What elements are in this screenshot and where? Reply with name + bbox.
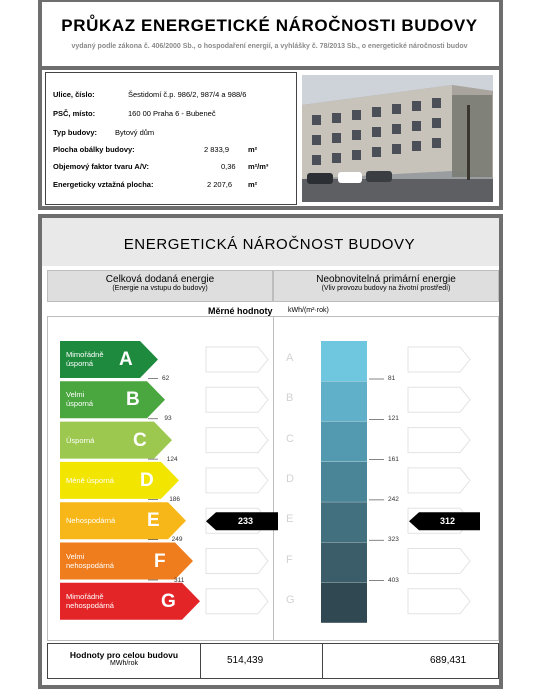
totals-row — [47, 643, 499, 679]
primary-scale-segment-g — [321, 583, 367, 623]
ghost-letter: C — [286, 432, 294, 445]
info-factor: Objemový faktor tvaru A/V: 0,36 m²/m³ — [53, 162, 269, 171]
right-threshold: 121 — [388, 415, 399, 423]
left-indicator-value: 233 — [238, 516, 254, 527]
totals-left-value: 514,439 — [227, 655, 264, 666]
info-psc: PSČ, místo: 160 00 Praha 6 - Bubeneč — [53, 109, 216, 118]
left-threshold: 62 — [162, 375, 170, 382]
ghost-arrow — [206, 549, 268, 574]
ghost-arrow — [206, 387, 268, 412]
ghost-arrow — [206, 347, 268, 372]
totals-left-cell — [201, 644, 323, 678]
class-label-f — [66, 552, 114, 570]
ghost-arrow — [408, 549, 470, 574]
certificate-subtitle: vydaný podle zákona č. 406/2000 Sb., o hospodaření energií, a vyhlášky č. 78/2013 Sb., o energetické náročnosti budov — [71, 43, 468, 50]
ghost-arrow — [206, 589, 268, 614]
class-label-line: Mimořádně — [66, 591, 104, 601]
class-letter-c: C — [133, 429, 147, 451]
section-title: ENERGETICKÁ NÁROČNOST BUDOVY — [123, 236, 416, 253]
totals-unit: MWh/rok — [110, 660, 138, 667]
right-threshold: 81 — [388, 375, 396, 382]
class-label-line: Velmi — [66, 551, 85, 561]
ghost-letter: G — [286, 593, 295, 606]
left-column-header: Celková dodaná energie (Energie na vstupu do budovy) — [47, 270, 273, 302]
right-threshold: 161 — [388, 455, 399, 463]
class-label-line: nehospodárná — [66, 600, 114, 610]
ghost-letter: F — [286, 553, 293, 566]
left-threshold: 249 — [171, 536, 183, 544]
ghost-arrow — [206, 468, 268, 493]
class-label-line: Velmi — [66, 390, 85, 400]
totals-label: Hodnoty pro celou budovu — [69, 650, 179, 660]
ghost-arrow — [408, 589, 470, 614]
info-type: Typ budovy: Bytový dům — [53, 128, 155, 137]
ghost-letter: B — [286, 392, 294, 405]
left-threshold: 186 — [169, 495, 181, 503]
left-threshold: 311 — [174, 576, 185, 584]
right-indicator-value: 312 — [440, 516, 456, 527]
class-letter-g: G — [161, 590, 176, 612]
totals-right-cell — [323, 644, 497, 678]
ghost-arrow — [408, 428, 470, 453]
left-threshold: 93 — [164, 415, 172, 423]
ghost-letter: E — [286, 513, 294, 526]
class-label-line: úsporná — [66, 359, 94, 368]
primary-scale-segment-b — [321, 381, 367, 421]
class-label-line: Méně úsporná — [66, 475, 114, 485]
class-letter-e: E — [147, 510, 160, 532]
ghost-letter: D — [286, 472, 294, 485]
class-letter-b: B — [126, 389, 140, 411]
right-threshold: 242 — [388, 495, 399, 503]
class-letter-a: A — [119, 349, 133, 370]
measure-label: Měrné hodnoty — [208, 306, 273, 316]
class-letter-d: D — [140, 469, 154, 491]
left-threshold: 124 — [166, 455, 178, 463]
right-threshold: 323 — [388, 536, 399, 544]
right-threshold: 403 — [388, 576, 399, 584]
primary-scale-segment-f — [321, 543, 367, 583]
info-reference-area: Energeticky vztažná plocha: 2 207,6 m² — [53, 180, 258, 189]
class-label-d — [66, 476, 114, 485]
ghost-arrow — [408, 468, 470, 493]
right-column-header: Neobnovitelná primární energie (Vliv provozu budovy na životní prostředí) — [273, 270, 499, 302]
ghost-arrow — [206, 428, 268, 453]
certificate-title: PRŮKAZ ENERGETICKÉ NÁROČNOSTI BUDOVY — [61, 16, 478, 35]
class-label-line: Nehospodárná — [66, 516, 116, 526]
class-label-c — [66, 436, 94, 445]
class-label-a — [66, 350, 104, 368]
class-label-line: nehospodárná — [66, 560, 114, 570]
totals-right-value: 689,431 — [430, 655, 467, 666]
primary-scale-segment-d — [321, 462, 367, 502]
primary-scale-segment-c — [321, 422, 367, 462]
class-label-e — [66, 516, 115, 525]
class-label-line: Úsporná — [66, 435, 95, 445]
ghost-arrow — [408, 387, 470, 412]
info-area: Plocha obálky budovy: 2 833,9 m² — [53, 145, 258, 154]
ghost-letter: A — [286, 352, 294, 364]
class-label-line: úsporná — [66, 399, 94, 409]
info-street: Ulice, číslo: Šestidomí č.p. 986/2, 987/4 a 988/6 — [53, 90, 247, 99]
class-label-g — [66, 592, 114, 610]
measure-unit: kWh/(m²·rok) — [288, 307, 329, 314]
class-label-line: Mimořádně — [66, 350, 104, 359]
ghost-arrow — [408, 347, 470, 372]
class-letter-f: F — [154, 550, 166, 572]
class-label-b — [66, 390, 93, 408]
primary-scale-segment-a — [321, 341, 367, 381]
primary-scale-segment-e — [321, 502, 367, 542]
totals-label-cell — [48, 644, 201, 678]
